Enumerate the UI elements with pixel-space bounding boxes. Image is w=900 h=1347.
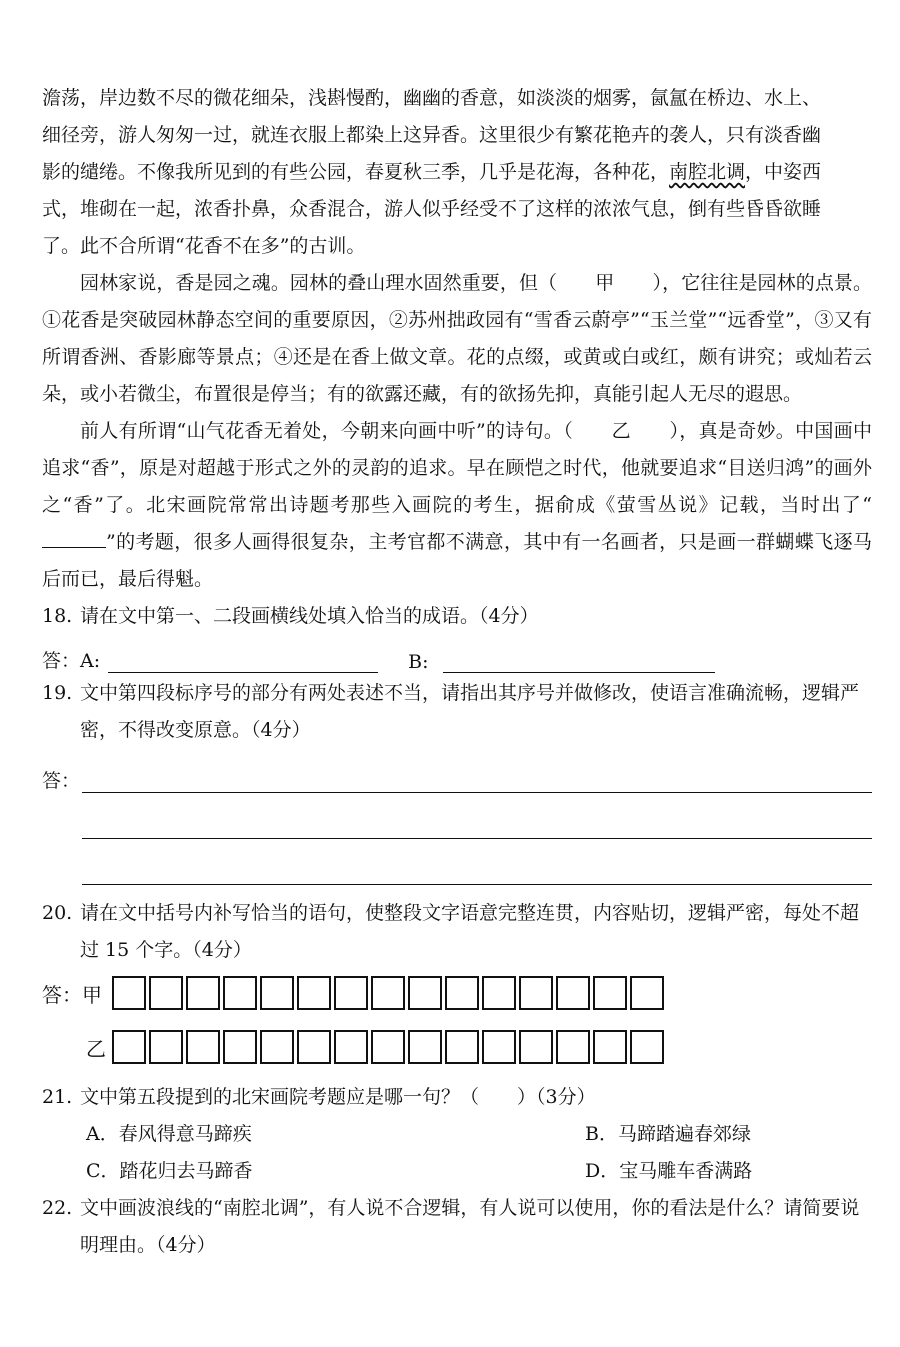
- char-box[interactable]: [482, 1030, 516, 1064]
- passage-text: 前人有所谓“山气花香无着处，今朝来向画中听”的诗句。（ 乙 ），真是奇妙。中国画中追求“香”，原是对超越于形式之外的灵韵的追求。早在顾恺之时代，他就要追求“目送归鸿”的画外之“香”了。北宋画院常常出诗题考那些入画院的考生，据俞成《萤雪丛说》记载，当时出了“: [42, 420, 872, 516]
- char-box[interactable]: [593, 1030, 627, 1064]
- char-box-row: [112, 1030, 667, 1064]
- question-22: [42, 1190, 872, 1264]
- char-box[interactable]: [112, 976, 146, 1010]
- q18-answer-row: [42, 635, 872, 673]
- question-20: [42, 895, 872, 969]
- char-box[interactable]: [630, 976, 664, 1010]
- question-19: [42, 675, 872, 749]
- char-box[interactable]: [519, 1030, 553, 1064]
- char-box[interactable]: [223, 1030, 257, 1064]
- char-box[interactable]: [630, 1030, 664, 1064]
- passage-text: ”的考题，很多人画得很复杂，主考官都不满意，其中有一名画者，只是画一群蝴蝶飞逐马后而已，最后得魁。: [42, 531, 872, 590]
- q21-options: [42, 1116, 872, 1190]
- option-a[interactable]: A．春风得意马蹄疾: [86, 1123, 252, 1145]
- char-box[interactable]: [260, 1030, 294, 1064]
- char-box[interactable]: [260, 976, 294, 1010]
- question-text: 文中第五段提到的北宋画院考题应是哪一句？（ ）（3分）: [80, 1086, 596, 1108]
- passage-line-text: ，中姿西: [745, 161, 822, 183]
- char-box[interactable]: [371, 1030, 405, 1064]
- passage-line: 式，堆砌在一起，浓香扑鼻，众香混合，游人似乎经受不了这样的浓浓气息，倒有些昏昏欲睡: [42, 198, 822, 220]
- char-box[interactable]: [149, 976, 183, 1010]
- char-box[interactable]: [408, 1030, 442, 1064]
- answer-line-b[interactable]: [443, 652, 715, 673]
- char-box-row: [112, 976, 667, 1010]
- char-box[interactable]: [371, 976, 405, 1010]
- char-box[interactable]: [556, 976, 590, 1010]
- q19-answer-row: [42, 749, 872, 793]
- char-box[interactable]: [186, 1030, 220, 1064]
- char-box[interactable]: [445, 1030, 479, 1064]
- question-number: 22.: [42, 1197, 73, 1219]
- passage-line: [42, 154, 872, 191]
- char-box[interactable]: [112, 1030, 146, 1064]
- char-box[interactable]: [334, 976, 368, 1010]
- answer-label: 答：甲: [42, 982, 102, 1007]
- question-number: 19.: [42, 682, 73, 704]
- question-18: [42, 598, 872, 635]
- char-box[interactable]: [334, 1030, 368, 1064]
- passage-paragraph-3: [42, 80, 872, 265]
- passage-line: 澹荡，岸边数不尽的微花细朵，浅斟慢酌，幽幽的香意，如淡淡的烟雾，氤氲在桥边、水上、: [42, 87, 822, 109]
- spacer: [42, 793, 872, 837]
- answer-label-b: B:: [408, 651, 429, 673]
- answer-grid-yi: [42, 1023, 872, 1071]
- char-box[interactable]: [593, 976, 627, 1010]
- answer-line[interactable]: [82, 772, 872, 793]
- char-box[interactable]: [408, 976, 442, 1010]
- answer-line-a[interactable]: [108, 652, 378, 673]
- option-c[interactable]: C．踏花归去马蹄香: [86, 1160, 253, 1182]
- char-box[interactable]: [482, 976, 516, 1010]
- answer-label: 答：A:: [42, 650, 101, 672]
- question-number: 18.: [42, 605, 73, 627]
- passage-line: 了。此不合所谓“花香不在多”的古训。: [42, 235, 366, 257]
- passage-paragraph-5: [42, 413, 872, 598]
- char-box[interactable]: [297, 976, 331, 1010]
- passage-line-text: 影的缱绻。不像我所见到的有些公园，春夏秋三季，几乎是花海，各种花，: [42, 161, 670, 183]
- question-text: 文中第四段标序号的部分有两处表述不当，请指出其序号并做修改，使语言准确流畅，逻辑严密，不得改变原意。（4分）: [80, 682, 860, 741]
- answer-label: 乙: [86, 1036, 106, 1061]
- question-text: 请在文中第一、二段画横线处填入恰当的成语。（4分）: [80, 605, 539, 627]
- char-box[interactable]: [223, 976, 257, 1010]
- passage-line: 细径旁，游人匆匆一过，就连衣服上都染上这异香。这里很少有繁花艳卉的袭人，只有淡香幽: [42, 124, 822, 146]
- spacer: [42, 839, 872, 883]
- char-box[interactable]: [519, 976, 553, 1010]
- answer-line[interactable]: [82, 883, 872, 885]
- question-number: 21.: [42, 1086, 73, 1108]
- char-box[interactable]: [186, 976, 220, 1010]
- answer-label: 答：: [42, 770, 81, 792]
- question-text: 请在文中括号内补写恰当的语句，使整段文字语意完整连贯，内容贴切，逻辑严密，每处不超过 15 个字。（4分）: [80, 902, 860, 961]
- char-box[interactable]: [445, 976, 479, 1010]
- char-box[interactable]: [149, 1030, 183, 1064]
- option-d[interactable]: D．宝马雕车香满路: [585, 1160, 753, 1182]
- fill-blank[interactable]: [42, 531, 106, 548]
- question-text: 文中画波浪线的“南腔北调”，有人说不合逻辑，有人说可以使用，你的看法是什么？请简要说明理由。（4分）: [80, 1197, 860, 1256]
- question-21: [42, 1079, 872, 1116]
- char-box[interactable]: [556, 1030, 590, 1064]
- question-number: 20.: [42, 902, 73, 924]
- passage-paragraph-4: 园林家说，香是园之魂。园林的叠山理水固然重要，但（ 甲 ），它往往是园林的点景。①花香是突破园林静态空间的重要原因，②苏州拙政园有“雪香云蔚亭”“玉兰堂”“远香堂”，③又有所谓香洲、香影廊等景点；④还是在香上做文章。花的点缀，或黄或白或红，颇有讲究；或灿若云朵，或小若微尘，布置很是停当；有的欲露还藏，有的欲扬先抑，真能引起人无尽的遐思。: [42, 272, 872, 405]
- char-box[interactable]: [297, 1030, 331, 1064]
- answer-grid-jia: [42, 969, 872, 1017]
- wavy-underlined-phrase: 南腔北调: [669, 161, 746, 183]
- option-b[interactable]: B．马蹄踏遍春郊绿: [585, 1123, 751, 1145]
